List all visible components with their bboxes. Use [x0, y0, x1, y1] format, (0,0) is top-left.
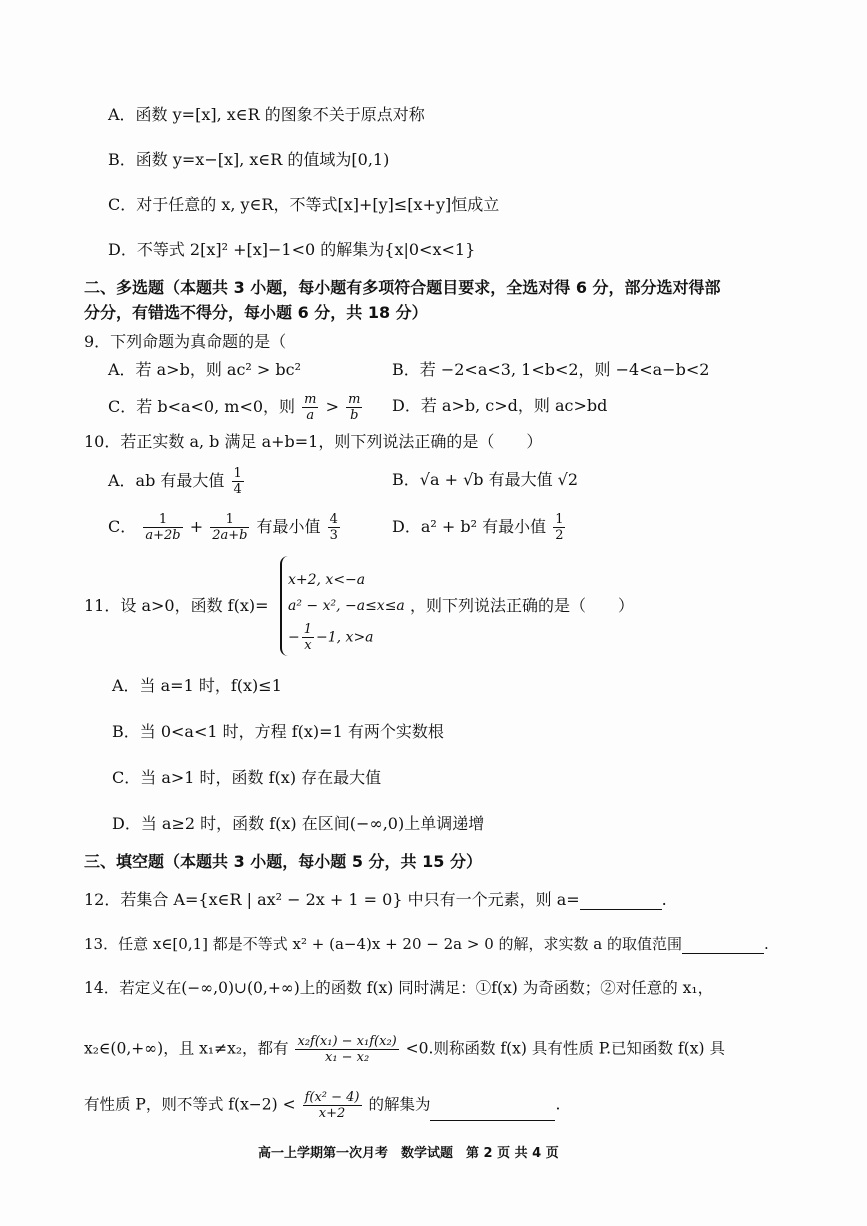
q12-answer-blank — [580, 893, 662, 910]
q10-d-fraction — [553, 512, 565, 543]
q10-c-fraction-2 — [210, 512, 249, 543]
q14-line2-suffix: <0.则称函数 f(x) 具有性质 P.已知函数 f(x) 具 — [405, 1039, 725, 1058]
q8-option-b: B．函数 y=x−[x], x∈R 的值域为[0,1) — [108, 150, 390, 169]
q10-a-fraction — [232, 466, 244, 497]
q9-c-den1: a — [306, 408, 315, 423]
q11-case3-fraction — [302, 622, 314, 653]
q10-option-b: B．√a + √b 有最大值 √2 — [392, 470, 579, 489]
q11-option-d: D．当 a≥2 时，函数 f(x) 在区间(−∞,0)上单调递增 — [112, 814, 485, 833]
q14-ineq-num: f(x² − 4) — [304, 1090, 360, 1105]
q11-case3-rest: −1, x>a — [316, 629, 374, 646]
q9-c-fraction-2 — [346, 392, 362, 423]
q14-condition-fraction — [295, 1034, 398, 1065]
q9-option-d: D．若 a>b, c>d，则 ac>bd — [392, 396, 608, 415]
q10-a-den: 4 — [233, 482, 242, 497]
q14-answer-blank — [430, 1104, 555, 1121]
q14-line2 — [84, 1034, 725, 1065]
q10-option-d — [392, 512, 567, 543]
q9-option-c — [108, 392, 364, 423]
q9-c-gt: > — [325, 397, 339, 416]
q11-case3-num: 1 — [303, 622, 313, 637]
q10-c-prefix: C． — [108, 517, 137, 536]
section2-heading-line2: 分分，有错选不得分，每小题 6 分，共 18 分） — [84, 303, 428, 322]
q9-c-num1: m — [304, 392, 317, 407]
q10-stem: 10．若正实数 a, b 满足 a+b=1，则下列说法正确的是（ ） — [84, 432, 543, 451]
q11-case3 — [288, 622, 374, 653]
q9-c-fraction-1 — [302, 392, 318, 423]
q11-option-b: B．当 0<a<1 时，方程 f(x)=1 有两个实数根 — [112, 722, 444, 741]
q14-line1: 14．若定义在(−∞,0)∪(0,+∞)上的函数 f(x) 同时满足：①f(x) 为奇函数；②对任意的 x₁， — [84, 979, 714, 997]
q9-c-den2: b — [350, 408, 359, 423]
q9-stem: 9．下列命题为真命题的是（ — [84, 332, 287, 351]
q10-c-den2: 2a+b — [212, 528, 248, 543]
q13-answer-blank — [682, 937, 764, 954]
q13-end: . — [764, 935, 769, 953]
q10-option-a — [108, 466, 246, 497]
q11-option-c: C．当 a>1 时，函数 f(x) 存在最大值 — [112, 768, 382, 787]
q9-option-a: A．若 a>b，则 ac² > bc² — [108, 360, 302, 379]
q14-line3 — [84, 1090, 560, 1121]
q14-line3-suffix: 的解集为 — [368, 1095, 431, 1114]
q11-case2: a² − x², −a≤x≤a — [288, 598, 405, 614]
q11-option-a: A．当 a=1 时，f(x)≤1 — [112, 676, 282, 695]
q10-a-num: 1 — [233, 466, 242, 481]
q14-condition-den: x₁ − x₂ — [324, 1050, 370, 1065]
q10-c-fraction-1 — [143, 512, 182, 543]
q11-stem-prefix: 11．设 a>0，函数 f(x)= — [84, 596, 269, 615]
q14-inequality-fraction — [303, 1090, 362, 1121]
q10-option-c — [108, 512, 342, 543]
section2-heading-line1: 二、多选题（本题共 3 小题，每小题有多项符合题目要求，全选对得 6 分，部分选对得部 — [84, 278, 721, 297]
q10-c-mid: 有最小值 — [256, 517, 321, 536]
q11-stem-suffix: ，则下列说法正确的是（ ） — [410, 596, 635, 615]
q11-case3-den: x — [304, 638, 312, 653]
q14-end: . — [555, 1095, 561, 1114]
q13-line — [84, 934, 769, 954]
section3-heading: 三、填空题（本题共 3 小题，每小题 5 分，共 15 分） — [84, 852, 482, 871]
q10-c-vnum: 4 — [329, 512, 338, 527]
q9-option-c-prefix: C．若 b<a<0, m<0，则 — [108, 397, 296, 416]
q14-ineq-den: x+2 — [318, 1106, 346, 1121]
q12-text: 12．若集合 A={x∈R | ax² − 2x + 1 = 0} 中只有一个元素，则 a= — [84, 890, 580, 909]
q8-option-a: A．函数 y=[x], x∈R 的图象不关于原点对称 — [108, 105, 425, 124]
q10-c-num1: 1 — [143, 512, 182, 528]
q14-line2-prefix: x₂∈(0,+∞)，且 x₁≠x₂，都有 — [84, 1039, 289, 1058]
q13-text: 13．任意 x∈[0,1] 都是不等式 x² + (a−4)x + 20 − 2a > 0 的解，求实数 a 的取值范围 — [84, 935, 682, 953]
q10-d-prefix: D．a² + b² 有最小值 — [392, 517, 547, 536]
q12-line — [84, 890, 667, 910]
q11-case3-minus: − — [288, 629, 300, 646]
q12-end: . — [661, 890, 667, 909]
q10-c-den1: a+2b — [145, 528, 181, 543]
q8-option-c: C．对于任意的 x, y∈R，不等式[x]+[y]≤[x+y]恒成立 — [108, 195, 500, 214]
q8-option-d: D．不等式 2[x]² +[x]−1<0 的解集为{x|0<x<1} — [108, 240, 476, 259]
q10-d-num: 1 — [555, 512, 564, 527]
q14-condition-num: x₂f(x₁) − x₁f(x₂) — [297, 1034, 397, 1049]
page-footer: 高一上学期第一次月考 数学试题 第 2 页 共 4 页 — [258, 1146, 559, 1161]
q10-c-num2: 1 — [210, 512, 249, 528]
q10-a-prefix: A．ab 有最大值 — [108, 471, 225, 490]
q10-c-vden: 3 — [329, 528, 338, 543]
q10-c-value-fraction — [328, 512, 340, 543]
q9-option-b: B．若 −2<a<3, 1<b<2，则 −4<a−b<2 — [392, 360, 710, 379]
q11-case1: x+2, x<−a — [288, 572, 366, 588]
q10-d-den: 2 — [555, 528, 564, 543]
q10-c-plus: + — [189, 517, 204, 536]
q9-c-num2: m — [348, 392, 361, 407]
q14-line3-prefix: 有性质 P，则不等式 f(x−2) < — [84, 1095, 296, 1114]
